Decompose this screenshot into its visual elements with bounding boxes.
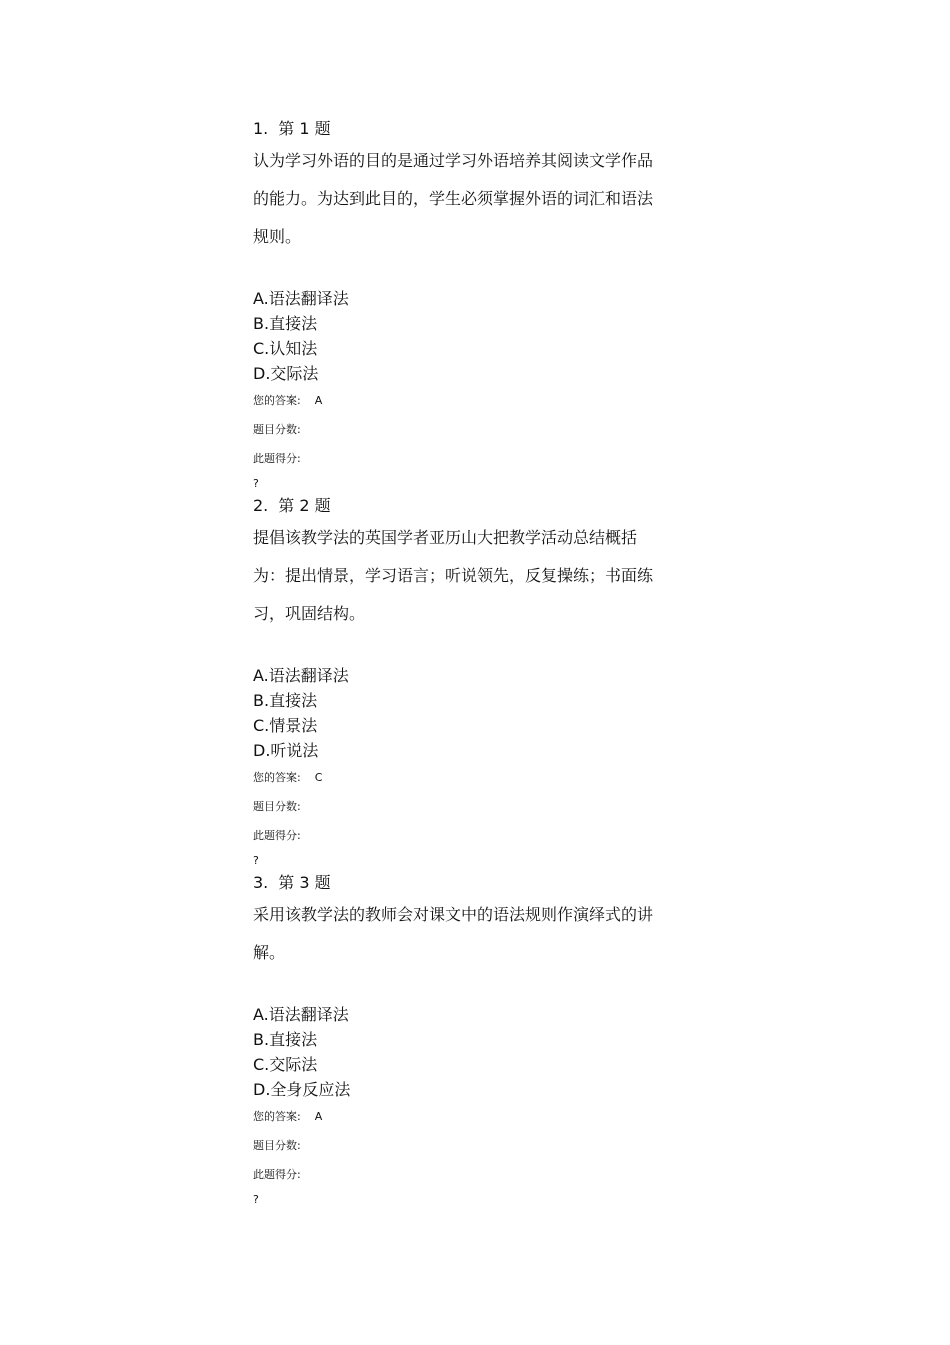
question-score-label: 题目分数: [253, 1139, 301, 1152]
question-text: 提倡该教学法的英国学者亚历山大把教学活动总结概括为：提出情景，学习语言；听说领先，反复操练；书面练习，巩固结构。 [253, 528, 654, 623]
your-answer-label: 您的答案: [253, 771, 301, 784]
option-a: A.语法翻译法 [253, 289, 349, 308]
your-answer-label: 您的答案: [253, 1110, 301, 1123]
option-a: A.语法翻译法 [253, 1005, 349, 1024]
question-title: 第 2 题 [278, 496, 331, 515]
option-b: B.直接法 [253, 1030, 318, 1049]
question-title: 第 3 题 [278, 873, 331, 892]
options-list [253, 286, 693, 386]
question-number: 1. [253, 119, 269, 138]
question-score-label: 题目分数: [253, 800, 301, 813]
question-text: 采用该教学法的教师会对课文中的语法规则作演绎式的讲解。 [253, 905, 654, 962]
question-2 [253, 495, 693, 870]
option-b: B.直接法 [253, 691, 318, 710]
separator-mark: ? [253, 854, 259, 867]
option-d: D.全身反应法 [253, 1080, 351, 1099]
question-header [253, 495, 693, 517]
question-number: 3. [253, 873, 269, 892]
your-answer-value: C [314, 771, 323, 784]
question-1 [253, 118, 693, 493]
option-c: C.认知法 [253, 339, 318, 358]
question-header [253, 118, 693, 140]
question-header [253, 872, 693, 894]
question-text: 认为学习外语的目的是通过学习外语培养其阅读文学作品的能力。为达到此目的，学生必须掌握外语的词汇和语法规则。 [253, 151, 654, 246]
option-b: B.直接法 [253, 314, 318, 333]
your-answer-label: 您的答案: [253, 394, 301, 407]
earned-score-label: 此题得分: [253, 452, 301, 465]
options-list [253, 663, 693, 763]
option-a: A.语法翻译法 [253, 666, 349, 685]
earned-score-label: 此题得分: [253, 829, 301, 842]
your-answer-row [253, 386, 693, 415]
options-list [253, 1002, 693, 1102]
your-answer-value: A [314, 394, 323, 407]
separator-mark: ? [253, 477, 259, 490]
question-score-label: 题目分数: [253, 423, 301, 436]
question-title: 第 1 题 [278, 119, 331, 138]
option-d: D.交际法 [253, 364, 319, 383]
earned-score-label: 此题得分: [253, 1168, 301, 1181]
option-c: C.情景法 [253, 716, 318, 735]
option-c: C.交际法 [253, 1055, 318, 1074]
option-d: D.听说法 [253, 741, 319, 760]
question-number: 2. [253, 496, 269, 515]
your-answer-value: A [314, 1110, 323, 1123]
separator-mark: ? [253, 1193, 259, 1206]
question-3 [253, 872, 693, 1209]
your-answer-row [253, 1102, 693, 1131]
your-answer-row [253, 763, 693, 792]
